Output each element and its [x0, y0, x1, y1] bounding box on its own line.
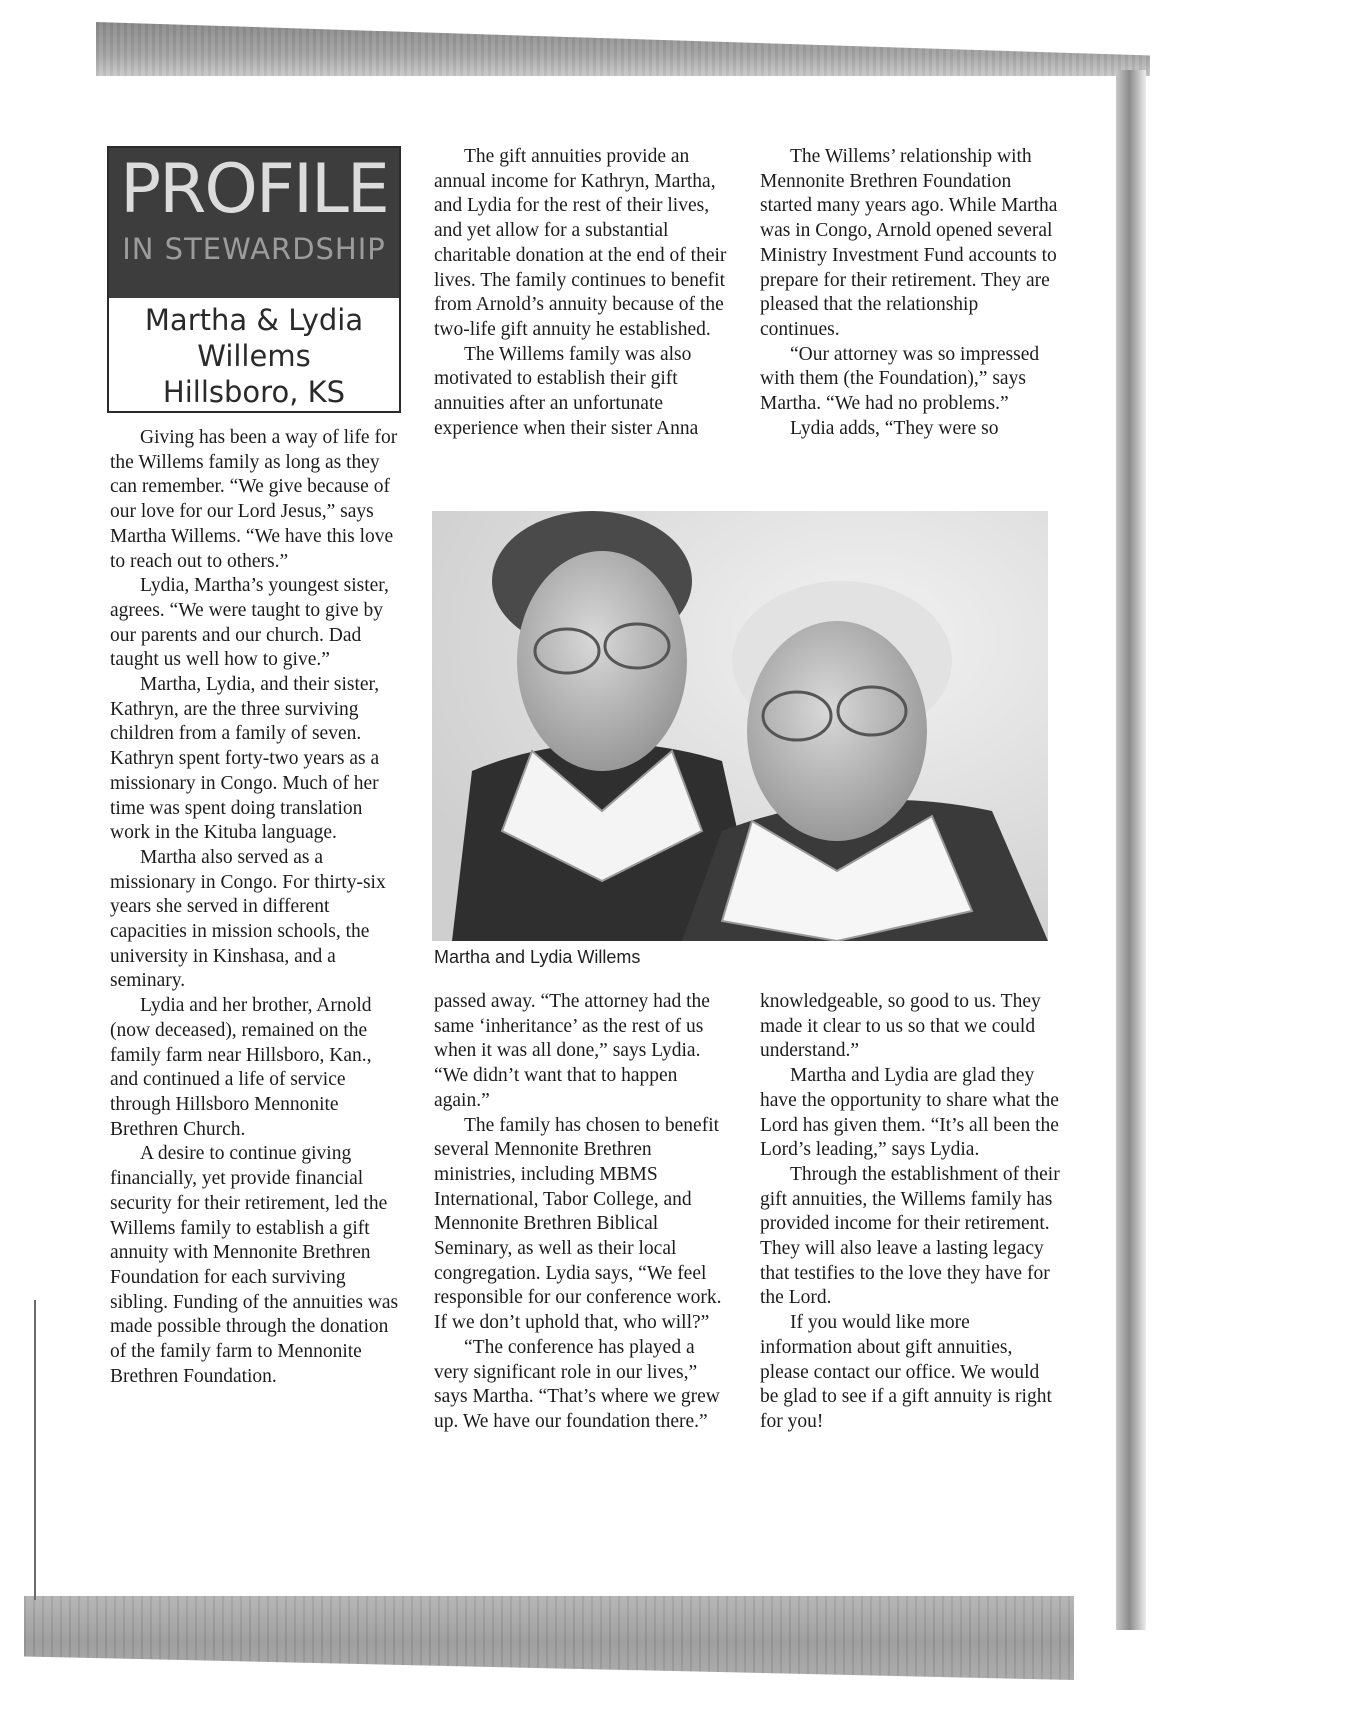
paragraph: The family has chosen to benefit several Mennonite Brethren ministries, including MBMS International, Tabor College, and Mennonite Brethren Biblical Seminary, as well as their local congregation. Lydia says, “We feel responsible for our conference work. If we don’t uphold that, who will?” [434, 1114, 722, 1334]
profile-subtitle: IN STEWARDSHIP [122, 232, 386, 266]
paragraph: A desire to continue giving financially, yet provide financial security for their retirement, led the Willems family to establish a gift annuity with Mennonite Brethren Foundation for each surviving sibling. Funding of the annuities was made possible through the donation of the family farm to Mennonite Brethren Foundation. [110, 1143, 399, 1387]
article-column-1 [110, 426, 400, 1389]
profile-name-line1: Martha & Lydia [144, 303, 364, 337]
scan-edge-top [96, 22, 1150, 76]
paragraph: “Our attorney was so impressed with them (the Foundation),” says Martha. “We had no problems.” [760, 343, 1040, 415]
article-column-3-bottom [760, 990, 1060, 1435]
profile-location: Hillsboro, KS [162, 375, 346, 409]
paragraph: Lydia, Martha’s youngest sister, agrees. “We were taught to give by our parents and our church. Dad taught us well how to give.” [110, 575, 389, 671]
profile-title: PROFILE [120, 150, 388, 229]
page-edge-line [34, 1300, 36, 1600]
profile-name-line2: Willems [197, 339, 311, 373]
paragraph: The Willems family was also motivated to establish their gift annuities after an unfortunate experience when their sister Anna [434, 343, 699, 439]
photo-illustration [432, 511, 1048, 941]
paragraph: The Willems’ relationship with Mennonite Brethren Foundation started many years ago. While Martha was in Congo, Arnold opened several Ministry Investment Fund accounts to prepare for their retirement. They are pleased that the relationship continues. [760, 146, 1058, 340]
article-column-2-top [434, 145, 734, 441]
paragraph: Lydia and her brother, Arnold (now deceased), remained on the family farm near Hillsboro, Kan., and continued a life of service through Hillsboro Mennonite Brethren Church. [110, 995, 372, 1140]
paragraph: Martha, Lydia, and their sister, Kathryn, are the three surviving children from a family of seven. Kathryn spent forty-two years as a missionary in Congo. Much of her time was spent doing translation work in the Kituba language. [110, 674, 380, 844]
paragraph: If you would like more information about gift annuities, please contact our office. We would be glad to see if a gift annuity is right for you! [760, 1312, 1052, 1432]
paragraph: “The conference has played a very significant role in our lives,” says Martha. “That’s where we grew up. We have our foundation there.” [434, 1336, 720, 1432]
paragraph: knowledgeable, so good to us. They made it clear to us so that we could understand.” [760, 991, 1041, 1062]
paragraph: Through the establishment of their gift annuities, the Willems family has provided income for their retirement. They will also leave a lasting legacy that testifies to the love they have for the Lord. [760, 1163, 1060, 1309]
paragraph: Martha also served as a missionary in Congo. For thirty-six years she served in different capacities in mission schools, the university in Kinshasa, and a seminary. [110, 846, 386, 992]
paragraph: The gift annuities provide an annual income for Kathryn, Martha, and Lydia for the rest of their lives, and yet allow for a substantial charitable donation at the end of their lives. The family continues to benefit from Arnold’s annuity because of the two-life gift annuity he established. [434, 146, 727, 340]
photo-caption: Martha and Lydia Willems [434, 947, 641, 967]
paragraph: Martha and Lydia are glad they have the opportunity to share what the Lord has given them. “It’s all been the Lord’s leading,” says Lydia. [760, 1065, 1059, 1161]
article-column-2-bottom [434, 990, 734, 1435]
scan-edge-right [1116, 70, 1146, 1630]
paragraph: Lydia adds, “They were so [790, 417, 999, 439]
profile-names [109, 298, 399, 410]
paragraph: passed away. “The attorney had the same ‘inheritance’ as the rest of us when it was all done,” says Lydia. “We didn’t want that to happen again.” [434, 991, 710, 1111]
article-column-3-top [760, 145, 1060, 441]
paragraph: Giving has been a way of life for the Willems family as long as they can remember. “We give because of our love for our Lord Jesus,” says Martha Willems. “We have this love to reach out to others.” [110, 427, 398, 572]
profile-header [109, 148, 399, 298]
photo-martha-lydia [432, 511, 1048, 941]
scan-edge-bottom [24, 1596, 1074, 1680]
profile-box [107, 146, 401, 413]
